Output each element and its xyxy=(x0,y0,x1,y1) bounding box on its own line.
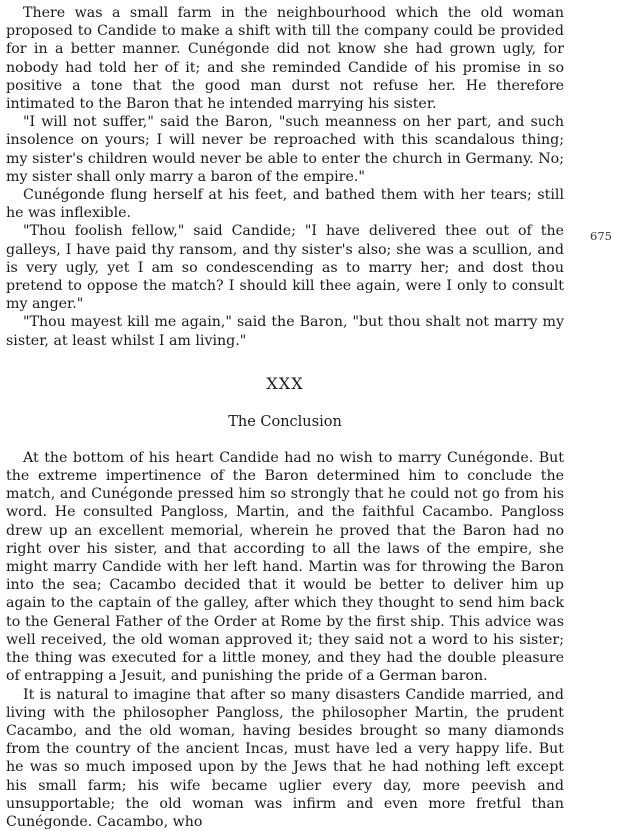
chapter-number: XXX xyxy=(6,372,564,396)
paragraph: There was a small farm in the neighbourhood which the old woman proposed to Candide to make a shift with till the company could be provided for in a better manner. Cunégonde did not know she had grown ugly, for nobody had told her of it; and she reminded Candide of his promise in so positive a tone that the good man durst not refuse her. He therefore intimated to the Baron that he intended marrying his sister. xyxy=(6,4,564,113)
paragraph: "Thou foolish fellow," said Candide; "I have delivered thee out of the galleys, I have paid thy ransom, and thy sister's also; she was a scullion, and is very ugly, yet I am so condescending as to marry her; and dost thou pretend to oppose the match? I should kill thee again, were I only to consult my anger." xyxy=(6,222,564,313)
book-page xyxy=(6,4,564,831)
paragraph: It is natural to imagine that after so many disasters Candide married, and living with the philosopher Pangloss, the philosopher Martin, the prudent Cacambo, and the old woman, having besides brought so many diamonds from the country of the ancient Incas, must have led a very happy life. But he was so much imposed upon by the Jews that he had nothing left except his small farm; his wife became uglier every day, more peevish and unsupportable; the old woman was infirm and even more fretful than Cunégonde. Cacambo, who xyxy=(6,686,564,831)
paragraph: "Thou mayest kill me again," said the Baron, "but thou shalt not marry my sister, at least whilst I am living." xyxy=(6,313,564,349)
chapter-title: The Conclusion xyxy=(6,412,564,432)
paragraph: Cunégonde flung herself at his feet, and bathed them with her tears; still he was inflexible. xyxy=(6,186,564,222)
paragraph: "I will not suffer," said the Baron, "such meanness on her part, and such insolence on yours; I will never be reproached with this scandalous thing; my sister's children would never be able to enter the church in Germany. No; my sister shall only marry a baron of the empire." xyxy=(6,113,564,186)
paragraph: At the bottom of his heart Candide had no wish to marry Cunégonde. But the extreme impertinence of the Baron determined him to conclude the match, and Cunégonde pressed him so strongly that he could not go from his word. He consulted Pangloss, Martin, and the faithful Cacambo. Pangloss drew up an excellent memorial, wherein he proved that the Baron had no right over his sister, and that according to all the laws of the empire, she might marry Candide with her left hand. Martin was for throwing the Baron into the sea; Cacambo decided that it would be better to deliver him up again to the captain of the galley, after which they thought to send him back to the General Father of the Order at Rome by the first ship. This advice was well received, the old woman approved it; they said not a word to his sister; the thing was executed for a little money, and they had the double pleasure of entrapping a Jesuit, and punishing the pride of a German baron. xyxy=(6,449,564,686)
page-number: 675 xyxy=(590,229,612,243)
